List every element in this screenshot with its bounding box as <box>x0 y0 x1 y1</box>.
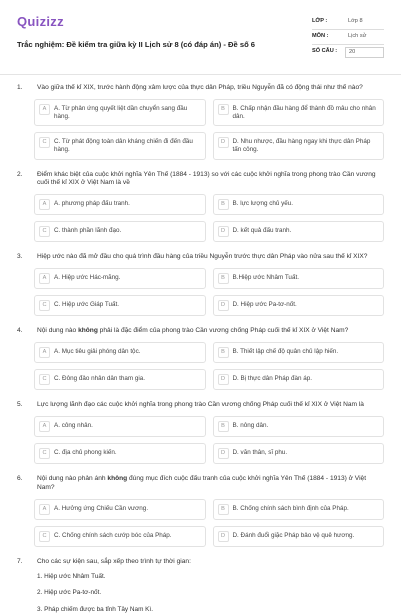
answer-option-a[interactable] <box>34 99 206 126</box>
question-count-value: 20 <box>345 47 384 58</box>
option-text: D. văn thân, sĩ phu. <box>232 449 288 457</box>
question-text: Cho các sự kiện sau, sắp xếp theo trình tự thời gian: <box>37 557 191 565</box>
option-text: C. Hiệp ước Giáp Tuất. <box>54 301 120 309</box>
option-text: A. phương pháp đấu tranh. <box>54 200 130 208</box>
option-text: A. Từ phản ứng quyết liệt dần chuyển sang đầu hàng. <box>54 104 188 121</box>
answer-option-d[interactable] <box>213 526 385 547</box>
answer-option-d[interactable] <box>213 132 385 159</box>
subject-value: Lịch sử <box>348 33 367 40</box>
answer-option-c[interactable] <box>34 295 206 316</box>
option-text: D. Đánh đuổi giặc Pháp bảo vệ quê hương. <box>232 531 355 539</box>
quizizz-logo[interactable]: Quizizz <box>17 14 64 29</box>
option-text: C. Đông đảo nhân dân tham gia. <box>54 375 146 383</box>
option-letter-badge: B <box>218 199 229 210</box>
answer-option-c[interactable] <box>34 443 206 464</box>
question-5 <box>17 401 384 464</box>
option-letter-badge: A <box>39 199 50 210</box>
answer-option-b[interactable] <box>213 499 385 520</box>
answer-option-b[interactable] <box>213 342 385 363</box>
event-item: 2. Hiệp ước Pa-tơ-nốt. <box>37 589 102 597</box>
answer-option-b[interactable] <box>213 416 385 437</box>
answer-option-a[interactable] <box>34 194 206 215</box>
question-text: Lực lượng lãnh đạo các cuộc khởi nghĩa trong phong trào Cần vương chống Pháp cuối thế kỉ XIX ở Việt Nam là <box>37 401 364 409</box>
subject-row <box>312 29 384 44</box>
option-text: D. Hiệp ước Pa-tơ-nốt. <box>232 301 297 309</box>
question-text: Hiệp ước nào đã mở đầu cho quá trình đầu hàng của triều Nguyễn trước thực dân Pháp vào nửa sau thế kỉ XIX? <box>37 253 368 261</box>
option-letter-badge: C <box>39 374 50 385</box>
answer-option-d[interactable] <box>213 443 385 464</box>
option-text: B. Chống chính sách bình định của Pháp. <box>232 504 349 512</box>
question-number: 2. <box>17 170 23 178</box>
question-text-end: đúng mục đích cuộc đấu tranh của cuộc khởi nghĩa Yên Thế (1884 - 1913) ở Việt Nam? <box>37 475 367 491</box>
count-row <box>312 44 384 59</box>
question-text-end: phải là đặc điểm của phong trào Cần vương chống Pháp cuối thế kỉ XIX ở Việt Nam? <box>97 327 349 335</box>
answer-option-a[interactable] <box>34 268 206 289</box>
event-item: 3. Pháp chiếm được ba tỉnh Tây Nam Kì. <box>37 605 153 613</box>
class-value: Lớp 8 <box>348 17 363 24</box>
question-number: 4. <box>17 327 23 335</box>
answer-option-a[interactable] <box>34 499 206 520</box>
answer-options <box>34 268 384 316</box>
option-text: B. nông dân. <box>232 422 269 430</box>
answer-option-c[interactable] <box>34 132 206 159</box>
question-7 <box>17 558 384 615</box>
question-text <box>37 327 384 336</box>
option-text: C. thành phần lãnh đạo. <box>54 227 122 235</box>
option-letter-badge: A <box>39 504 50 515</box>
question-text-start: Nội dung nào phản ánh <box>37 475 108 483</box>
option-letter-badge: C <box>39 137 50 148</box>
option-text: B.Hiệp ước Nhâm Tuất. <box>232 274 299 282</box>
option-letter-badge: B <box>218 347 229 358</box>
option-letter-badge: B <box>218 504 229 515</box>
option-letter-badge: A <box>39 347 50 358</box>
option-letter-badge: D <box>218 374 229 385</box>
option-text: B. lực lượng chủ yếu. <box>232 200 294 208</box>
worksheet-header <box>17 10 384 68</box>
question-count-label: SỐ CÂU : <box>312 48 338 55</box>
answer-option-d[interactable] <box>213 295 385 316</box>
option-text: B. Thiết lập chế độ quân chủ lập hiến. <box>232 348 339 356</box>
event-item: 1. Hiệp ước Nhâm Tuất. <box>37 572 106 580</box>
option-letter-badge: A <box>39 421 50 432</box>
option-letter-badge: D <box>218 531 229 542</box>
option-letter-badge: D <box>218 137 229 148</box>
emphasis-text: không <box>107 475 128 483</box>
question-number: 3. <box>17 253 23 261</box>
option-text: C. địa chủ phong kiến. <box>54 449 117 457</box>
event-list <box>37 573 384 615</box>
option-text: D. Nhu nhược, đầu hàng ngay khi thực dân Pháp tấn công. <box>232 138 371 154</box>
option-text: D. Bị thực dân Pháp đàn áp. <box>232 375 312 383</box>
answer-option-c[interactable] <box>34 369 206 390</box>
option-text: A. công nhân. <box>54 422 93 430</box>
answer-option-b[interactable] <box>213 194 385 215</box>
option-text: C. Từ phát động toàn dân kháng chiến đi đến đầu hàng. <box>54 138 193 154</box>
option-text: A. Mục tiêu giải phóng dân tộc. <box>54 348 141 356</box>
option-letter-badge: C <box>39 226 50 237</box>
question-1 <box>17 84 384 160</box>
answer-options <box>34 416 384 464</box>
option-letter-badge: D <box>218 448 229 459</box>
class-row <box>312 14 384 29</box>
question-2 <box>17 171 384 243</box>
option-letter-badge: C <box>39 300 50 311</box>
option-letter-badge: B <box>218 104 229 115</box>
option-letter-badge: B <box>218 273 229 284</box>
question-text <box>37 475 384 493</box>
option-letter-badge: D <box>218 300 229 311</box>
option-letter-badge: A <box>39 104 50 115</box>
header-left <box>17 10 255 50</box>
question-4 <box>17 327 384 390</box>
answer-option-a[interactable] <box>34 342 206 363</box>
option-text: C. Chống chính sách cướp bóc của Pháp. <box>54 531 172 539</box>
answer-options <box>34 499 384 547</box>
answer-options <box>34 342 384 390</box>
option-text: D. kết quả đấu tranh. <box>232 227 292 235</box>
question-number: 5. <box>17 401 23 409</box>
answer-option-c[interactable] <box>34 221 206 242</box>
answer-option-c[interactable] <box>34 526 206 547</box>
question-number: 7. <box>17 557 23 565</box>
answer-options <box>34 99 384 160</box>
question-number: 6. <box>17 475 23 483</box>
answer-option-d[interactable] <box>213 221 385 242</box>
class-label: LỚP : <box>312 17 328 24</box>
option-letter-badge: A <box>39 273 50 284</box>
answer-option-d[interactable] <box>213 369 385 390</box>
option-text: A. Hiệp ước Hác-măng. <box>54 274 121 282</box>
option-letter-badge: C <box>39 531 50 542</box>
option-letter-badge: B <box>218 421 229 432</box>
question-number: 1. <box>17 84 23 91</box>
worksheet-meta <box>312 14 384 59</box>
worksheet-title: Trắc nghiệm: Đề kiểm tra giữa kỳ II Lịch sử 8 (có đáp án) - Đề số 6 <box>17 39 256 49</box>
answer-option-b[interactable] <box>213 268 385 289</box>
question-6 <box>17 475 384 547</box>
question-text: Điểm khác biệt của cuộc khởi nghĩa Yên Thế (1884 - 1913) so với các cuộc khởi nghĩa trong phong trào Cần vương cuối thế kỉ XIX ở Việt Nam là về <box>37 170 376 187</box>
option-letter-badge: C <box>39 448 50 459</box>
question-text-start: Nội dung nào <box>37 327 79 335</box>
option-text: B. Chấp nhận đầu hàng để thành đồ mâu cho nhân dân. <box>232 104 376 121</box>
emphasis-text: không <box>78 327 98 335</box>
answer-option-b[interactable] <box>213 99 385 126</box>
option-text: A. Hưởng ứng Chiếu Cần vương. <box>54 504 149 512</box>
answer-options <box>34 194 384 242</box>
subject-label: MÔN : <box>312 33 329 40</box>
answer-option-a[interactable] <box>34 416 206 437</box>
question-text: Vào giữa thế kỉ XIX, trước hành động xâm lược của thực dân Pháp, triều Nguyễn đã có động thái như thế nào? <box>37 84 363 91</box>
question-3 <box>17 253 384 316</box>
option-letter-badge: D <box>218 226 229 237</box>
question-list <box>17 75 384 615</box>
